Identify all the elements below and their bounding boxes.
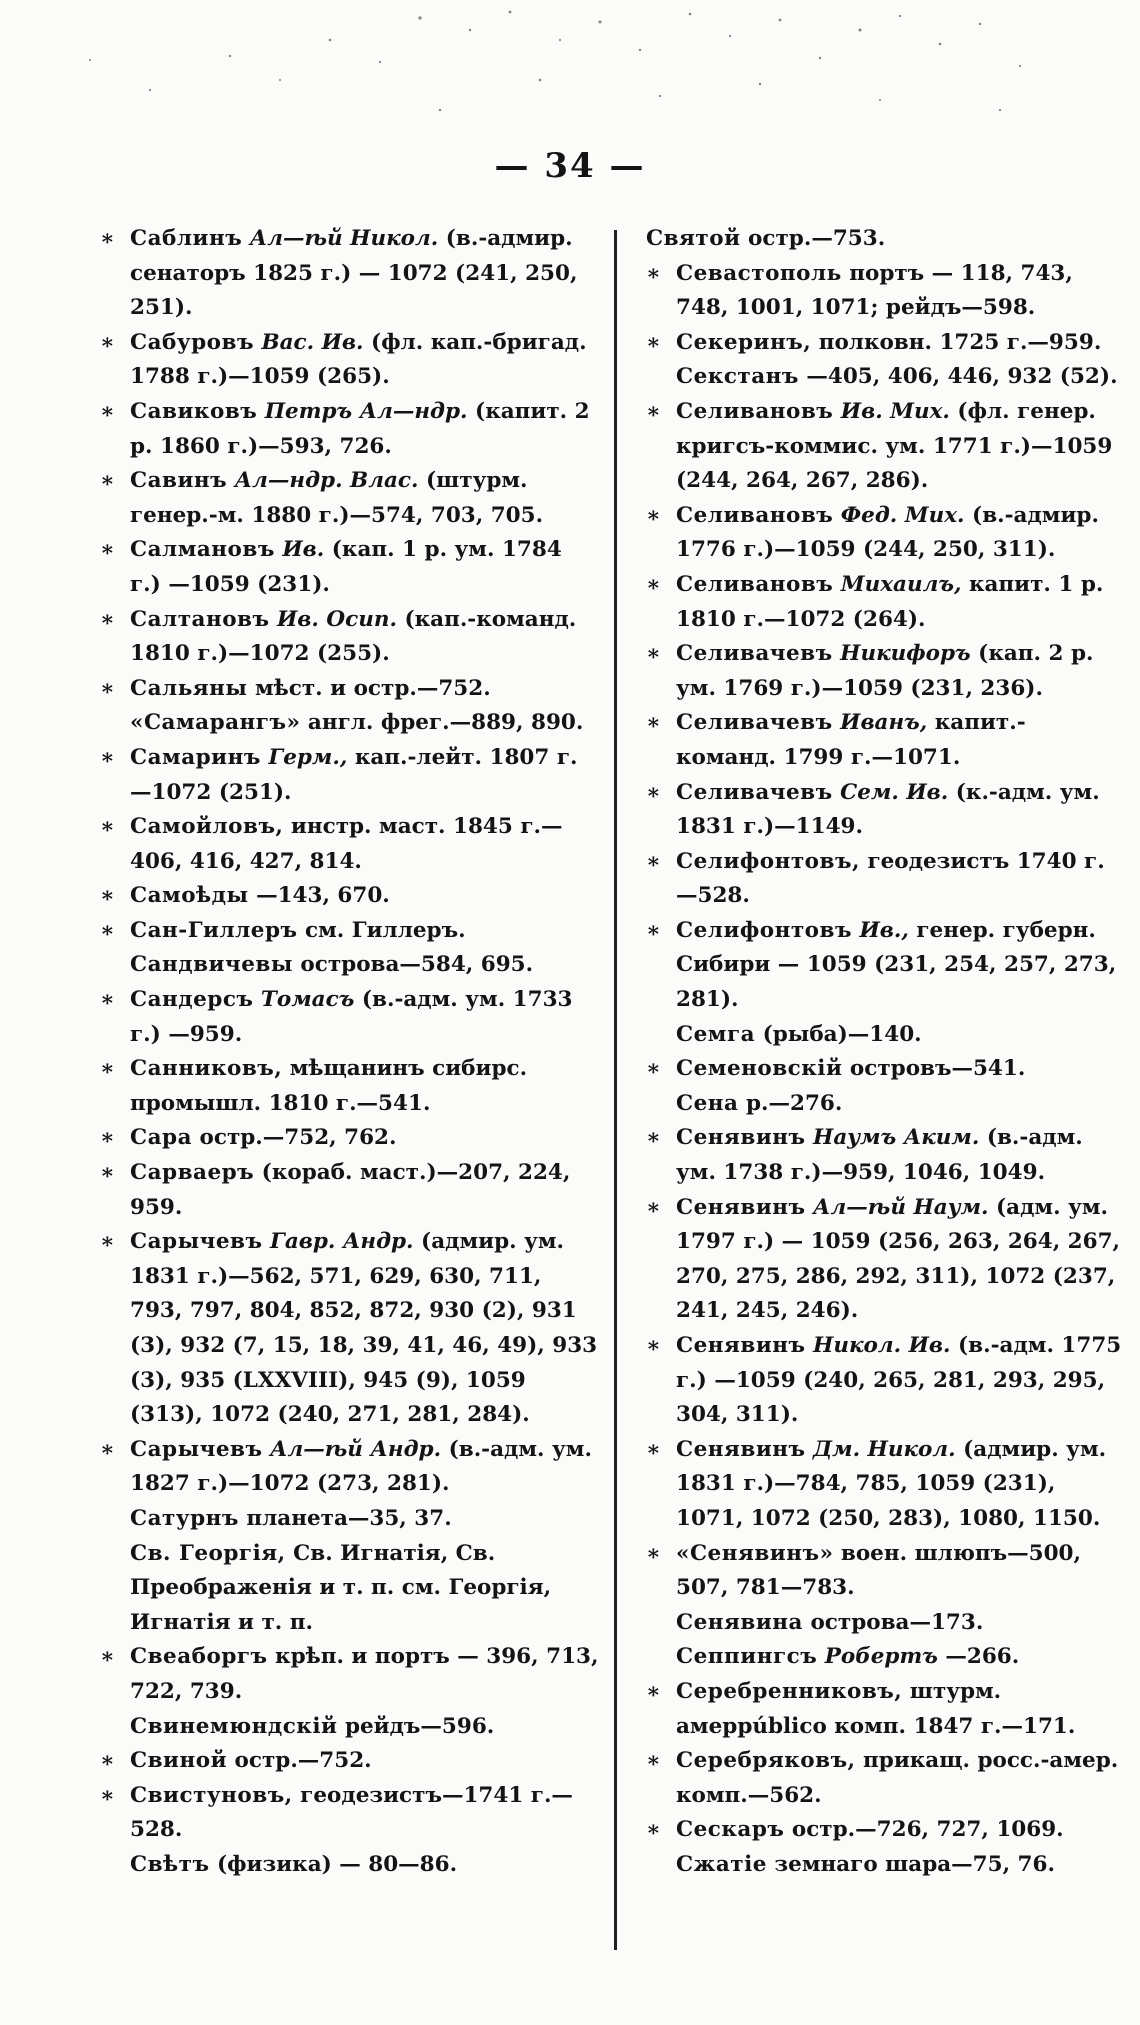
entry-given-name: Наумъ Аким. xyxy=(813,1125,980,1151)
entry-name: «Самарангъ» xyxy=(130,710,301,736)
entry-name: Св. Георгія, xyxy=(130,1540,286,1566)
entry-name: Селифонтовъ xyxy=(676,917,852,943)
entry-given-name: Фед. Мих. xyxy=(840,502,965,528)
entry-given-name: Ив. xyxy=(282,537,325,563)
entry-name: Серебренниковъ, xyxy=(676,1678,903,1704)
entry-name: Салмановъ xyxy=(130,537,275,563)
entry-name: Самаринъ xyxy=(130,744,261,770)
entry-given-name: Вас. Ив. xyxy=(261,329,364,355)
index-entry xyxy=(646,1191,1124,1329)
entry-name: «Сенявинъ» xyxy=(676,1540,834,1566)
entry-text: (фл. генер. кригсъ-коммис. ум. 1771 г.)—1059 (244, 264, 267, 286). xyxy=(676,398,1113,494)
entry-given-name: Ал—ѣй Наум. xyxy=(813,1194,989,1220)
index-entry xyxy=(646,568,1124,637)
index-entry xyxy=(646,1329,1124,1433)
index-entry xyxy=(100,706,600,741)
index-entry xyxy=(646,1675,1124,1744)
entry-name: Селивановъ xyxy=(676,502,834,528)
entry-name: Селифонтовъ, xyxy=(676,848,860,874)
index-entry xyxy=(100,983,600,1052)
entry-name: Секеринъ, xyxy=(676,329,812,355)
entry-text: острова—584, 695. xyxy=(300,952,534,978)
index-entry xyxy=(646,499,1124,568)
entry-name: Семеновскій xyxy=(676,1056,843,1082)
index-entry xyxy=(100,948,600,983)
entry-text: Св. Игнатія, Св. Преображенія и т. п. см. Георгія, Игнатія и т. п. xyxy=(130,1540,552,1635)
entry-given-name: Иванъ, xyxy=(840,710,928,736)
entry-name: Сандерсъ xyxy=(130,987,254,1013)
index-entry xyxy=(646,914,1124,1018)
index-entry xyxy=(646,1744,1124,1813)
entry-text: (кап. 2 р. ум. 1769 г.)—1059 (231, 236). xyxy=(676,641,1094,701)
index-entry xyxy=(100,533,600,602)
entry-text: рейдъ—596. xyxy=(344,1713,495,1739)
entry-name: Сабуровъ xyxy=(130,329,254,355)
index-entry xyxy=(646,1052,1124,1087)
entry-name: Сатурнъ xyxy=(130,1505,239,1531)
entry-given-name: Томасъ xyxy=(260,987,355,1013)
index-entry xyxy=(100,464,600,533)
index-entry xyxy=(100,879,600,914)
entry-text: (кораб. маст.)—207, 224, 959. xyxy=(130,1160,571,1220)
entry-text: инстр. маст. 1845 г.—406, 416, 427, 814. xyxy=(130,814,563,874)
entry-name: Сена xyxy=(676,1090,739,1116)
entry-name: Сенявинъ xyxy=(676,1125,806,1151)
entry-text: (в.-адм. ум. 1738 г.)—959, 1046, 1049. xyxy=(676,1125,1083,1186)
entry-text: (кап.-команд. 1810 г.)—1072 (255). xyxy=(130,606,577,667)
entry-text: —143, 670. xyxy=(256,883,390,909)
index-entry xyxy=(646,706,1124,775)
entry-name: Сжатіе xyxy=(676,1851,767,1877)
entry-name: Сарваеръ xyxy=(130,1160,255,1186)
entry-text: (адмир. ум. 1831 г.)—784, 785, 1059 (231), 1071, 1072 (250, 283), 1080, 1150. xyxy=(676,1436,1107,1531)
entry-name: Сарычевъ xyxy=(130,1229,263,1255)
column-divider xyxy=(614,230,617,1950)
entry-text: островъ—541. xyxy=(849,1056,1026,1082)
entry-given-name: Петръ Ал—ндр. xyxy=(264,398,468,424)
index-entry xyxy=(646,1433,1124,1537)
entry-name: Селивачевъ xyxy=(676,779,833,805)
page-number: — 34 — xyxy=(494,146,646,186)
entry-text: геодезистъ—1741 г.—528. xyxy=(130,1782,573,1843)
index-entry xyxy=(100,222,600,326)
entry-text: остр.—752. xyxy=(234,1748,372,1774)
entry-text: геодезистъ 1740 г.—528. xyxy=(676,848,1105,909)
index-entry xyxy=(100,1537,600,1641)
entry-name: Сеппингсъ xyxy=(676,1644,818,1670)
entry-text: прикащ. росс.-амер. комп.—562. xyxy=(676,1748,1119,1808)
entry-text: генер. губерн. Сибири — 1059 (231, 254, 257, 273, 281). xyxy=(676,917,1117,1013)
entry-name: Сенявина xyxy=(676,1609,803,1635)
entry-name: Свеаборгъ xyxy=(130,1644,268,1670)
index-entry xyxy=(646,776,1124,845)
entry-given-name: Робертъ xyxy=(824,1644,938,1670)
index-entry xyxy=(100,1710,600,1745)
entry-text: капит.-команд. 1799 г.—1071. xyxy=(676,710,1026,770)
entry-given-name: Ал—ѣй Андр. xyxy=(269,1436,442,1462)
index-entry xyxy=(646,637,1124,706)
index-entry xyxy=(100,1779,600,1848)
entry-text: англ. фрег.—889, 890. xyxy=(307,710,584,736)
entry-text: (штурм. генер.-м. 1880 г.)—574, 703, 705. xyxy=(130,468,544,528)
entry-text: кап.-лейт. 1807 г. —1072 (251). xyxy=(130,744,578,805)
entry-name: Самоѣды xyxy=(130,883,249,909)
index-entry xyxy=(100,1433,600,1502)
index-entry xyxy=(100,810,600,879)
entry-name: Самойловъ, xyxy=(130,814,284,840)
entry-name: Свѣтъ xyxy=(130,1851,210,1877)
entry-text: см. Гиллеръ. xyxy=(305,917,466,943)
entry-given-name: Ал—ѣй Никол. xyxy=(249,226,439,251)
index-entry xyxy=(646,360,1124,395)
entry-given-name: Никол. Ив. xyxy=(813,1333,951,1358)
entry-name: Свиной xyxy=(130,1748,228,1774)
entry-text: (кап. 1 р. ум. 1784 г.) —1059 (231). xyxy=(130,537,562,597)
entry-text: (капит. 2 р. 1860 г.)—593, 726. xyxy=(130,398,590,459)
index-entry xyxy=(100,603,600,672)
index-entry xyxy=(100,1640,600,1709)
entry-given-name: Сем. Ив. xyxy=(840,779,949,805)
index-entry xyxy=(646,1537,1124,1606)
index-column-right xyxy=(646,222,1124,1883)
index-entry xyxy=(100,326,600,395)
entry-name: Семга xyxy=(676,1021,756,1047)
entry-text: полковн. 1725 г.—959. xyxy=(818,329,1102,355)
entry-text: —405, 406, 446, 932 (52). xyxy=(806,364,1118,390)
entry-name: Савинъ xyxy=(130,468,228,494)
entry-name: Сара xyxy=(130,1125,193,1151)
entry-name: Савиковъ xyxy=(130,398,258,424)
entry-name: Сенявинъ xyxy=(676,1333,806,1358)
index-entry xyxy=(100,672,600,707)
index-entry xyxy=(100,1744,600,1779)
entry-text: планета—35, 37. xyxy=(246,1505,452,1531)
entry-text: (адмир. ум. 1831 г.)—562, 571, 629, 630, 711, 793, 797, 804, 852, 872, 930 (2), 931 (3), 932 (7, 15, 18, 39, 41, 46, 49), 933 (3), 935 (LXXVIII), 945 (9), 1059 (313), 1072 (240, 271, 281, 284). xyxy=(130,1229,598,1428)
index-entry xyxy=(646,326,1124,361)
index-entry xyxy=(646,845,1124,914)
entry-given-name: Ал—ндр. Влас. xyxy=(234,468,419,494)
entry-name: Сальяны xyxy=(130,675,248,701)
entry-text: (в.-адм. ум. 1733 г.) —959. xyxy=(130,987,573,1047)
entry-given-name: Дм. Никол. xyxy=(813,1436,956,1462)
entry-name: Селивановъ xyxy=(676,571,834,597)
entry-text: —266. xyxy=(945,1644,1020,1670)
entry-text: (в.-адм. 1775 г.) —1059 (240, 265, 281, 293, 295, 304, 311). xyxy=(676,1333,1122,1428)
entry-text: капит. 1 р. 1810 г.—1072 (264). xyxy=(676,571,1104,632)
entry-text: (в.-адмир. 1776 г.)—1059 (244, 250, 311). xyxy=(676,502,1099,563)
entry-name: Сарычевъ xyxy=(130,1436,263,1462)
entry-text: (рыба)—140. xyxy=(762,1021,922,1047)
entry-name: Сандвичевы xyxy=(130,952,293,978)
index-entry xyxy=(100,1052,600,1121)
entry-given-name: Никифоръ xyxy=(840,641,971,667)
entry-name: Секстанъ xyxy=(676,364,799,390)
index-entry xyxy=(646,1018,1124,1053)
index-entry xyxy=(100,1121,600,1156)
entry-text: воен. шлюпъ—500, 507, 781—783. xyxy=(676,1540,1081,1601)
entry-text: остр.—752, 762. xyxy=(199,1125,397,1151)
entry-given-name: Ив. Осип. xyxy=(276,606,397,632)
index-entry xyxy=(646,257,1124,326)
entry-name: Саблинъ xyxy=(130,226,243,251)
entry-name: Сескаръ xyxy=(676,1817,785,1843)
entry-text: остр.—726, 727, 1069. xyxy=(791,1817,1064,1843)
index-entry xyxy=(100,1848,600,1883)
entry-text: мѣст. и остр.—752. xyxy=(254,675,491,701)
entry-text: р.—276. xyxy=(745,1090,843,1116)
entry-text: штурм. амерpúblico комп. 1847 г.—171. xyxy=(676,1678,1076,1739)
entry-name: Сенявинъ xyxy=(676,1194,806,1220)
index-entry xyxy=(646,1813,1124,1848)
entry-name: Салтановъ xyxy=(130,606,270,632)
entry-name: Севастополь xyxy=(676,260,842,286)
entry-name: Санниковъ, xyxy=(130,1056,283,1082)
index-column-left xyxy=(100,222,600,1883)
entry-text: мѣщанинъ сибирс. промышл. 1810 г.—541. xyxy=(130,1056,528,1116)
entry-text: (адм. ум. 1797 г.) — 1059 (256, 263, 264, 267, 270, 275, 286, 292, 311), 1072 (237, 241, 245, 246). xyxy=(676,1194,1121,1324)
index-entry xyxy=(646,395,1124,499)
entry-given-name: Герм., xyxy=(268,744,348,770)
entry-text: (в.-адмир. сенаторъ 1825 г.) — 1072 (241, 250, 251). xyxy=(130,226,578,321)
entry-name: Святой xyxy=(646,226,741,251)
index-entry xyxy=(646,1121,1124,1190)
entry-name: Сенявинъ xyxy=(676,1436,806,1462)
index-entry xyxy=(100,1225,600,1433)
entry-name: Селивачевъ xyxy=(676,641,833,667)
entry-text: земнаго шара—75, 76. xyxy=(774,1851,1055,1877)
entry-text: портъ — 118, 743, 748, 1001, 1071; рейдъ—598. xyxy=(676,260,1073,321)
index-entry xyxy=(646,1848,1124,1883)
entry-text: острова—173. xyxy=(810,1609,984,1635)
index-entry xyxy=(646,1087,1124,1122)
entry-name: Свинемюндскій xyxy=(130,1713,338,1739)
index-entry xyxy=(100,1502,600,1537)
entry-text: (к.-адм. ум. 1831 г.)—1149. xyxy=(676,779,1100,840)
entry-name: Свистуновъ, xyxy=(130,1782,293,1808)
index-entry xyxy=(100,395,600,464)
entry-name: Селивачевъ xyxy=(676,710,833,736)
entry-given-name: Гавр. Андр. xyxy=(269,1229,414,1255)
entry-text: (фл. кап.-бригад. 1788 г.)—1059 (265). xyxy=(130,329,587,390)
entry-given-name: Михаилъ, xyxy=(840,571,962,597)
entry-name: Селивановъ xyxy=(676,398,834,424)
entry-name: Серебряковъ, xyxy=(676,1748,856,1774)
index-entry xyxy=(646,222,1124,257)
entry-text: (в.-адм. ум. 1827 г.)—1072 (273, 281). xyxy=(130,1436,592,1497)
entry-text: крѣп. и портъ — 396, 713, 722, 739. xyxy=(130,1644,599,1704)
index-entry xyxy=(100,1156,600,1225)
index-entry xyxy=(100,914,600,949)
entry-text: (физика) — 80—86. xyxy=(216,1851,458,1877)
index-entry xyxy=(646,1640,1124,1675)
entry-given-name: Ив. Мих. xyxy=(840,398,950,424)
entry-given-name: Ив., xyxy=(859,917,909,943)
entry-text: остр.—753. xyxy=(748,226,886,251)
entry-name: Сан-Гиллеръ xyxy=(130,917,298,943)
index-entry xyxy=(646,1606,1124,1641)
index-entry xyxy=(100,741,600,810)
